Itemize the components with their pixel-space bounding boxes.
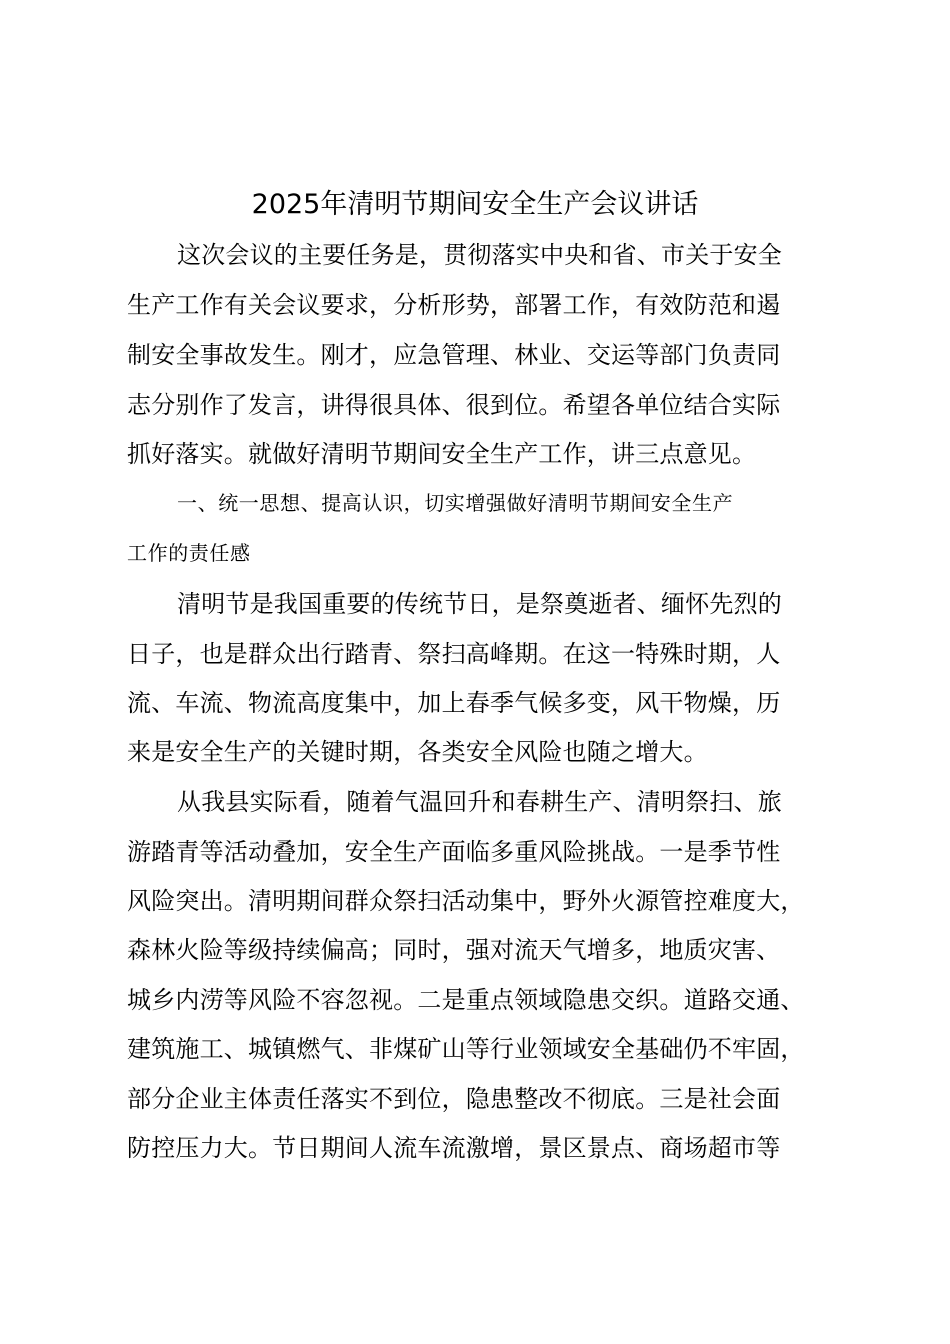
document-title: 2025年清明节期间安全生产会议讲话	[251, 189, 699, 220]
paragraph-3-line-6: 建筑施工、城镇燃气、非煤矿山等行业领域安全基础仍不牢固，	[127, 1035, 805, 1063]
paragraph-3-line-1: 从我县实际看，随着气温回升和春耕生产、清明祭扫、旅	[177, 788, 782, 816]
paragraph-1-line-4: 志分别作了发言，讲得很具体、很到位。希望各单位结合实际	[127, 391, 781, 419]
paragraph-1-line-1: 这次会议的主要任务是，贯彻落实中央和省、市关于安全	[177, 241, 782, 269]
paragraph-1-line-3: 制安全事故发生。刚才，应急管理、林业、交运等部门负责同	[127, 341, 781, 369]
paragraph-2-line-1: 清明节是我国重要的传统节日，是祭奠逝者、缅怀先烈的	[177, 590, 782, 618]
paragraph-1-line-5: 抓好落实。就做好清明节期间安全生产工作，讲三点意见。	[127, 440, 757, 468]
paragraph-3-line-7: 部分企业主体责任落实不到位，隐患整改不彻底。三是社会面	[127, 1085, 781, 1113]
paragraph-3-line-5: 城乡内涝等风险不容忽视。二是重点领域隐患交织。道路交通、	[127, 986, 805, 1014]
paragraph-3-line-3: 风险突出。清明期间群众祭扫活动集中，野外火源管控难度大，	[127, 887, 805, 915]
paragraph-2-line-3: 流、车流、物流高度集中，加上春季气候多变，风干物燥，历	[127, 689, 781, 717]
paragraph-2-line-2: 日子，也是群众出行踏青、祭扫高峰期。在这一特殊时期，人	[127, 640, 781, 668]
section-heading-line-1: 一、统一思想、提高认识，切实增强做好清明节期间安全生产	[177, 491, 734, 515]
paragraph-3-line-2: 游踏青等活动叠加，安全生产面临多重风险挑战。一是季节性	[127, 838, 781, 866]
paragraph-1-line-2: 生产工作有关会议要求，分析形势，部署工作，有效防范和遏	[127, 291, 781, 319]
section-heading-line-2: 工作的责任感	[127, 541, 251, 565]
paragraph-3-line-4: 森林火险等级持续偏高；同时，强对流天气增多，地质灾害、	[127, 936, 781, 964]
paragraph-3-line-8: 防控压力大。节日期间人流车流激增，景区景点、商场超市等	[127, 1134, 781, 1162]
paragraph-2-line-4: 来是安全生产的关键时期，各类安全风险也随之增大。	[127, 738, 708, 766]
